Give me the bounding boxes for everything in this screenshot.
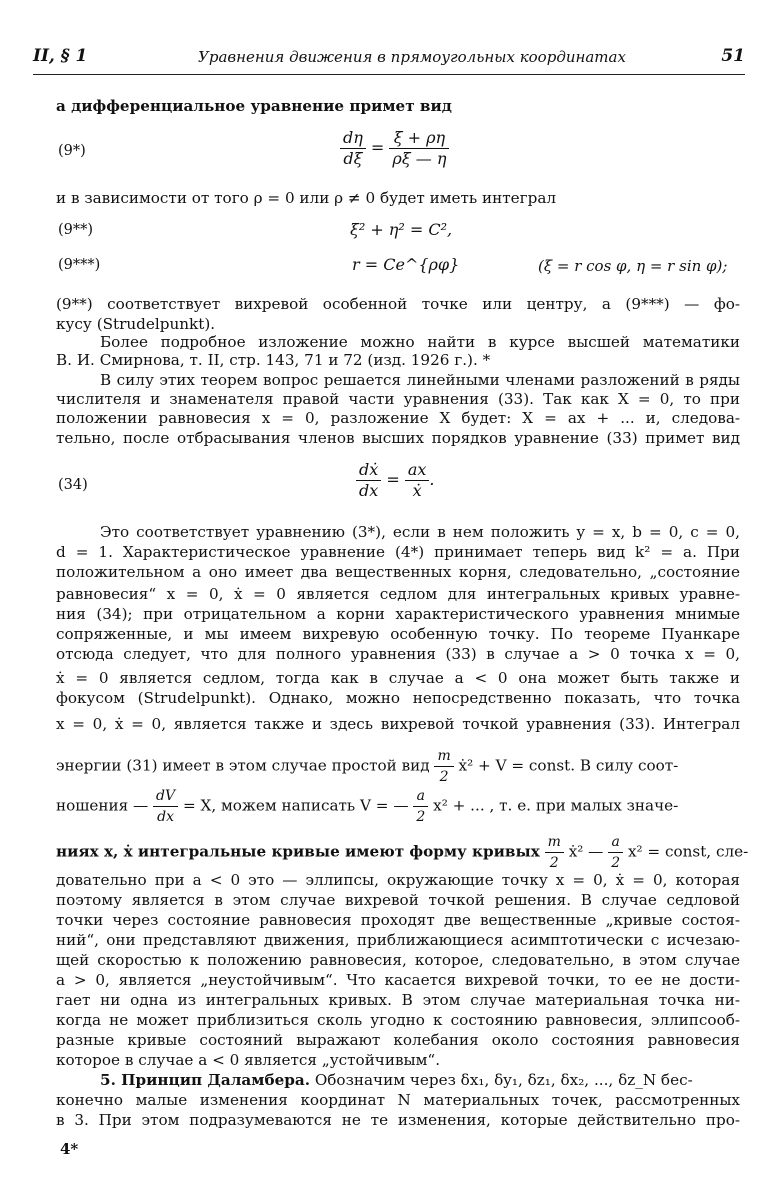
- text-run: x² + ... , т. е. при малых значе-: [433, 796, 679, 815]
- frac-den: 2: [439, 769, 449, 785]
- section-ref: II, § 1: [33, 46, 88, 66]
- text-line-mixed: [56, 746, 740, 787]
- text-line-mixed: [56, 832, 749, 873]
- section-heading-line: [100, 1070, 740, 1090]
- frac-den: 2: [611, 855, 621, 871]
- running-header: [33, 46, 745, 72]
- text-line: положении равновесия x = 0, разложение X будет: X = ax + ... и, следова-: [56, 409, 740, 427]
- text-line: a > 0, является „неустойчивым“. Что касается вихревой точки, то ее не дости-: [56, 971, 740, 989]
- text-line: в 3. При этом подразумеваются не те изменения, которые действительно про-: [56, 1111, 740, 1129]
- frac-num: a: [413, 786, 428, 807]
- text-line: ẋ = 0 является седлом, тогда как в случае a < 0 она может быть также и: [56, 669, 740, 687]
- page-number: 51: [721, 46, 745, 66]
- text-line: разные кривые состояний выражают колебания около состояния равновесия: [56, 1031, 740, 1049]
- text-line: В. И. Смирнова, т. II, стр. 143, 71 и 72 (изд. 1926 г.). *: [56, 351, 491, 369]
- equation-9b: ξ² + η² = C²,: [350, 220, 453, 239]
- frac-den: ρξ — η: [392, 149, 447, 168]
- text-run: энергии (31) имеет в этом случае простой вид: [56, 756, 430, 775]
- text-line: конечно малые изменения координат N материальных точек, рассмотренных: [56, 1091, 740, 1109]
- frac-num: m: [545, 832, 564, 853]
- text-line: числителя и знаменателя правой части уравнения (33). Так как X = 0, то при: [56, 390, 740, 408]
- text-run: = X, можем написать V = —: [182, 796, 409, 815]
- equation-label: (34): [58, 477, 88, 493]
- text-run: ẋ² —: [568, 842, 604, 861]
- frac-den: dx: [359, 481, 379, 500]
- text-line: отсюда следует, что для полного уравнения (33) в случае a > 0 точка x = 0,: [56, 645, 740, 663]
- text-run: x² = const, сле-: [627, 842, 749, 861]
- equation-9c-aside: (ξ = r cos φ, η = r sin φ);: [538, 257, 728, 275]
- text-line: тельно, после отбрасывания членов высших порядков уравнение (33) примет вид: [56, 429, 740, 447]
- section-heading: 5. Принцип Даламбера.: [100, 1071, 310, 1089]
- text-line: а дифференциальное уравнение примет вид: [56, 97, 452, 115]
- text-line: Это соответствует уравнению (3*), если в нем положить y = x, b = 0, c = 0,: [100, 523, 740, 541]
- equation-label: (9**): [58, 222, 94, 238]
- text-line: кусу (Strudelpunkt).: [56, 315, 216, 333]
- text-line: поэтому является в этом случае вихревой точкой решения. В случае седловой: [56, 891, 740, 909]
- text-run: Обозначим через δx₁, δy₁, δz₁, δx₂, ..., δz_N бес-: [310, 1071, 693, 1089]
- frac-den: dξ: [343, 149, 363, 168]
- text-line: и в зависимости от того ρ = 0 или ρ ≠ 0 будет иметь интеграл: [56, 189, 557, 207]
- text-line: гает ни одна из интегральных кривых. В этом случае материальная точка ни-: [56, 991, 740, 1009]
- frac-den: 2: [416, 809, 426, 825]
- text-line: d = 1. Характеристическое уравнение (4*) принимает теперь вид k² = a. При: [56, 543, 740, 561]
- frac-num: dẋ: [356, 460, 381, 481]
- frac-num: dη: [340, 128, 366, 149]
- signature-mark: 4*: [60, 1140, 79, 1158]
- text-line-mixed: [56, 786, 740, 827]
- header-rule: [33, 74, 745, 75]
- frac-num: ax: [405, 460, 430, 481]
- frac-num: ξ + ρη: [389, 128, 449, 149]
- text-line: ния (34); при отрицательном a корни характеристического уравнения мнимые: [56, 605, 740, 623]
- frac-den: ẋ: [412, 481, 422, 500]
- text-line: x = 0, ẋ = 0, является также и здесь вихревой точкой уравнения (33). Интеграл: [56, 715, 740, 733]
- equation-label: (9***): [58, 257, 101, 273]
- text-line: ний“, они представляют движения, приближающиеся асимптотически с исчезаю-: [56, 931, 740, 949]
- text-line: Более подробное изложение можно найти в курсе высшей математики: [100, 333, 740, 351]
- equation-label: (9*): [58, 143, 86, 159]
- text-line: точки через состояние равновесия проходят две вещественные „кривые состоя-: [56, 911, 740, 929]
- text-line: сопряженные, и мы имеем вихревую особенную точку. По теореме Пуанкаре: [56, 625, 740, 643]
- equation-9: $\frac{d\eta}{d\xi}$ = $\frac{\xi + \rho\eta}{\rho\xi — \eta}$: [340, 128, 449, 169]
- frac-num: a: [608, 832, 623, 853]
- frac-den: 2: [549, 855, 559, 871]
- text-line: фокусом (Strudelpunkt). Однако, можно непосредственно показать, что точка: [56, 689, 740, 707]
- text-line: довательно при a < 0 это — эллипсы, окружающие точку x = 0, ẋ = 0, которая: [56, 871, 740, 889]
- text-line: равновесия“ x = 0, ẋ = 0 является седлом для интегральных кривых уравне-: [56, 585, 740, 603]
- text-run: ниях x, ẋ интегральные кривые имеют форму кривых: [56, 842, 540, 861]
- text-run: ẋ² + V = const. В силу соот-: [458, 756, 679, 775]
- text-line: положительном a оно имеет два вещественных корня, следовательно, „состояние: [56, 563, 740, 581]
- text-run: ношения —: [56, 796, 149, 815]
- frac-num: m: [434, 746, 453, 767]
- header-title: Уравнения движения в прямоугольных координатах: [198, 48, 626, 66]
- frac-num: dV: [153, 786, 178, 807]
- equation-34: $\frac{\text{dẋ}}{dx}$ = $\frac{ax}{\text{ẋ}}$ .: [356, 460, 435, 501]
- equation-9c: r = Ce^{ρφ}: [352, 255, 460, 274]
- text-line: (9**) соответствует вихревой особенной точке или центру, а (9***) — фо-: [56, 295, 740, 313]
- text-line: когда не может приблизиться сколь угодно к состоянию равновесия, эллипсооб-: [56, 1011, 740, 1029]
- text-line: В силу этих теорем вопрос решается линейными членами разложений в ряды: [100, 371, 740, 389]
- text-line: которое в случае a < 0 является „устойчивым“.: [56, 1051, 441, 1069]
- frac-den: dx: [157, 809, 175, 825]
- text-line: щей скоростью к положению равновесия, которое, следовательно, в этом случае: [56, 951, 740, 969]
